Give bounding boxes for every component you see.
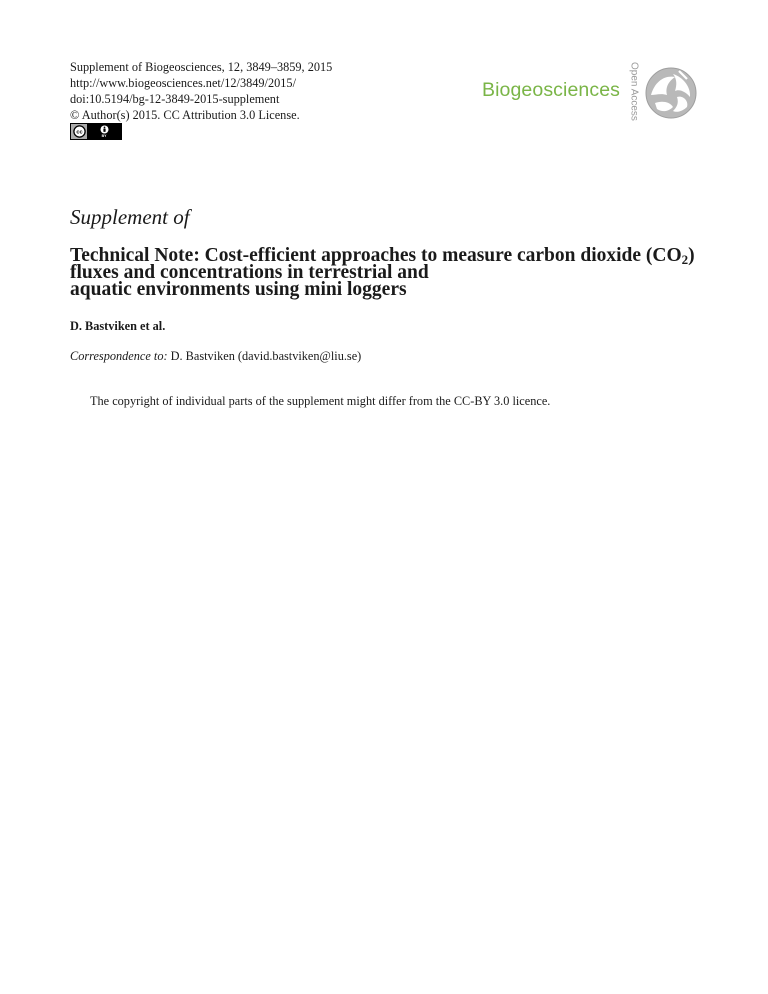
- citation-block: [70, 59, 332, 123]
- correspondence: [70, 349, 361, 364]
- journal-logo-icon: [643, 65, 699, 121]
- attribution-person-icon: [100, 125, 109, 134]
- license-text: © Author(s) 2015. CC Attribution 3.0 License.: [70, 108, 300, 122]
- title-line-1: Technical Note: Cost-efficient approaches to measure carbon dioxide $(CO_2)$: [70, 245, 695, 267]
- correspondence-contact[interactable]: D. Bastviken (david.bastviken@liu.se): [170, 349, 362, 363]
- paper-title: [70, 247, 720, 298]
- cc-by-badge[interactable]: [70, 123, 122, 140]
- journal-name: Biogeosciences: [482, 79, 620, 101]
- svg-text:cc: cc: [75, 129, 83, 136]
- citation-text: Supplement of Biogeosciences, 12, 3849–3859, 2015: [70, 60, 333, 74]
- title-line-2: fluxes and concentrations in terrestrial and: [70, 262, 429, 283]
- cc-icon: [71, 124, 87, 139]
- cc-by-section: [87, 124, 121, 139]
- title-line-3: aquatic environments using mini loggers: [70, 279, 407, 300]
- doi-text: doi:10.5194/bg-12-3849-2015-supplement: [70, 92, 280, 106]
- supplement-of-heading: Supplement of: [70, 205, 190, 229]
- authors: D. Bastviken et al.: [70, 319, 166, 333]
- open-access-label: Open Access: [628, 62, 640, 121]
- copyright-note: The copyright of individual parts of the supplement might differ from the CC-BY 3.0 licence.: [90, 394, 551, 408]
- correspondence-label: Correspondence to:: [70, 349, 168, 363]
- article-url[interactable]: http://www.biogeosciences.net/12/3849/2015/: [70, 76, 296, 90]
- cc-by-label: BY: [101, 134, 107, 138]
